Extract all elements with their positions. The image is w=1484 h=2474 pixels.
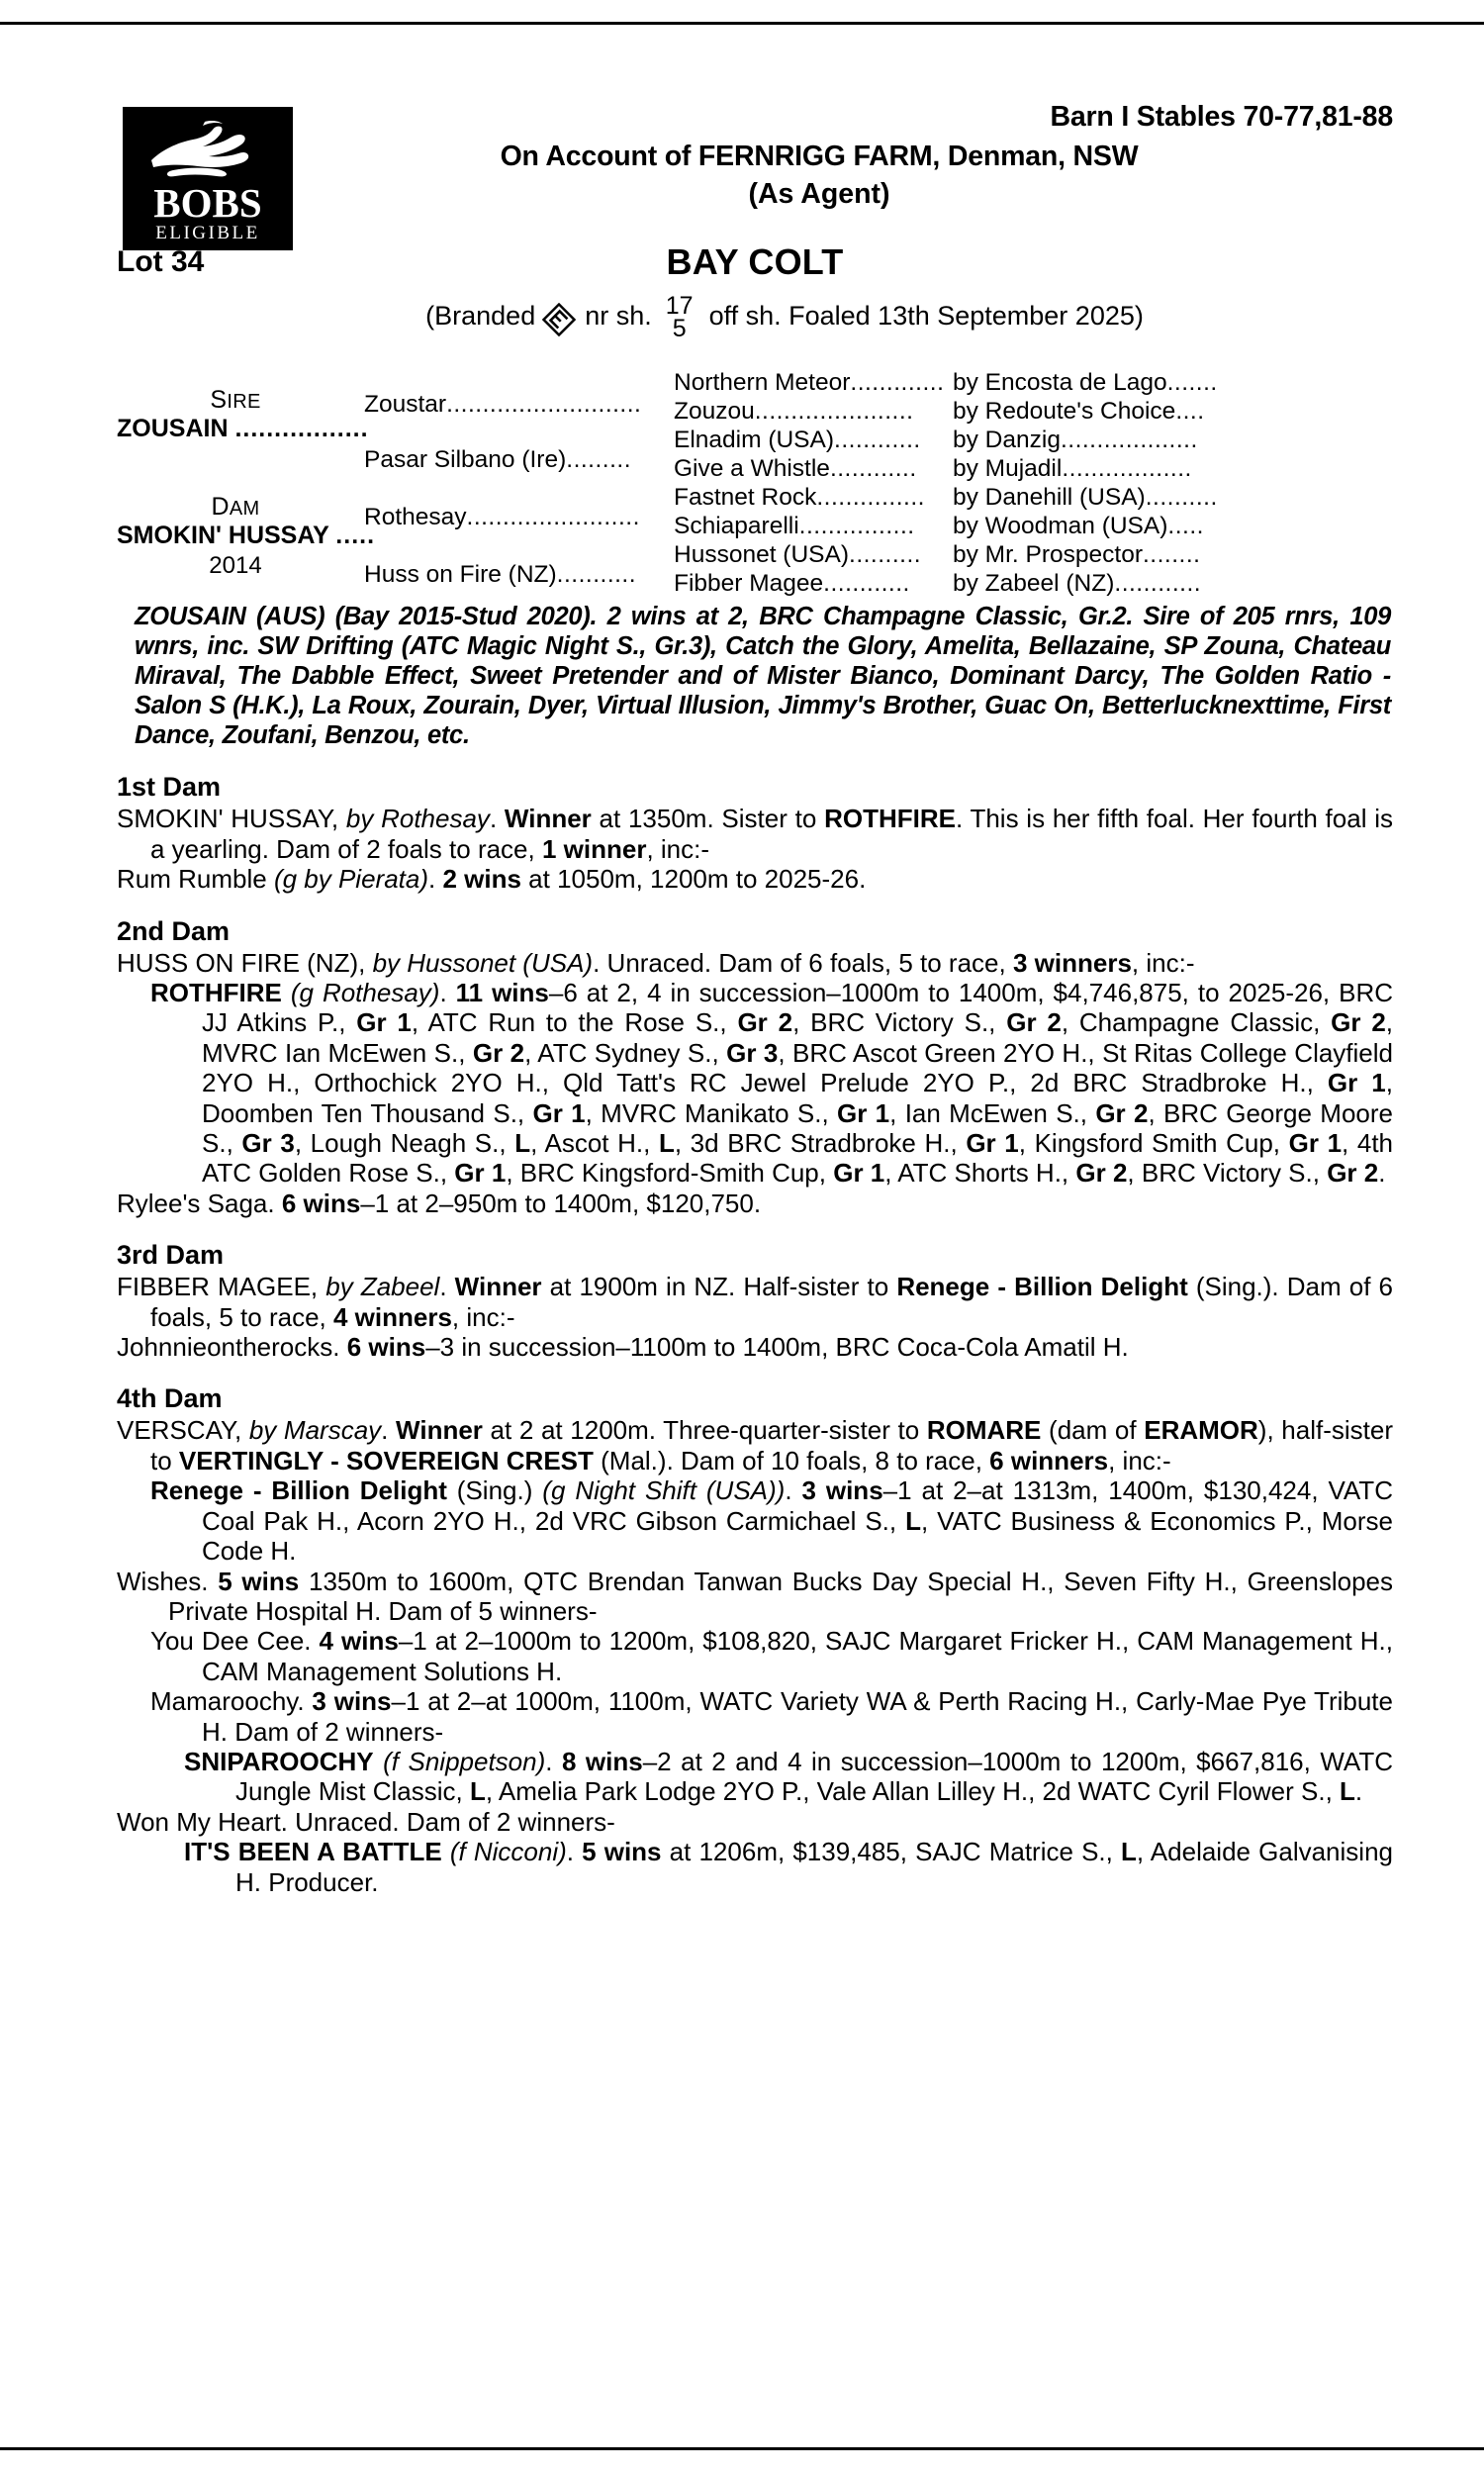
gen4-leader-dots: .......... (1145, 484, 1218, 511)
gen4-sire: by Danehill (USA) (953, 484, 1146, 511)
gen4-leader-dots: .................. (1062, 455, 1192, 482)
pedigree-table (117, 360, 1393, 597)
pedigree-entry: Won My Heart. Unraced. Dam of 2 winners- (117, 1806, 615, 1837)
gen4-row (953, 540, 1250, 569)
pedigree-entry: SNIPAROOCHY (f Snippetson). 8 wins–2 at 2 and 4 in succession–1000m to 1200m, $667,816, WATC Jungle Mist Classic, L, Amelia Park Lodge 2YO P., Vale Allan Lilley H., 2d WATC Cyril Flower S., L. (184, 1746, 1393, 1807)
gen4-row (953, 368, 1250, 397)
pedigree-entry: Mamaroochy. 3 wins–1 at 2–at 1000m, 1100m, WATC Variety WA & Perth Racing H., Carly-Mae Pye Tribute H. Dam of 2 winners- (150, 1686, 1393, 1747)
dam-name: SMOKIN' HUSSAY ..... (117, 522, 376, 549)
gen3-name: Hussonet (USA) (674, 541, 850, 568)
gen3-row (674, 426, 956, 454)
dam-section-heading: 3rd Dam (117, 1240, 225, 1271)
gen4-leader-dots: ................... (1060, 427, 1198, 453)
sire-summary-paragraph: ZOUSAIN (AUS) (Bay 2015-Stud 2020). 2 wins at 2, BRC Champagne Classic, Gr.2. Sire of 205 rnrs, 109 wnrs, inc. SW Drifting (ATC Magic Night S., Gr.3), Catch the Glory, Amelita, Bellazaine, SP Zouna, Chateau Miraval, The Dabble Effect, Sweet Pretender and of Mister Bianco, Dominant Darcy, The Golden Ratio - Salon S (H.K.), La Roux, Zourain, Dyer, Virtual Illusion, Jimmy's Brother, Guac On, Betterlucknexttime, First Dance, Zoufani, Benzou, etc. (135, 603, 1391, 750)
pedigree-entry: FIBBER MAGEE, by Zabeel. Winner at 1900m in NZ. Half-sister to Renege - Billion Delight (Sing.). Dam of 6 foals, 5 to race, 4 winners, inc:- (117, 1272, 1394, 1332)
branded-prefix: (Branded (425, 300, 536, 331)
on-account-of-line: On Account of FERNRIGG FARM, Denman, NSW (500, 141, 1139, 172)
gen3-leader-dots: ...................... (754, 398, 914, 425)
as-agent-line: (As Agent) (748, 178, 890, 210)
dam-sections (117, 772, 1393, 1897)
brand-fraction-numerator: 17 (665, 292, 694, 320)
page-header (117, 79, 1393, 245)
pedigree-gen2-row (364, 431, 661, 489)
gen2-name: Pasar Silbano (Ire) (364, 446, 567, 473)
gen3-leader-dots: ................ (798, 513, 915, 539)
pedigree-gen2-column (364, 360, 661, 604)
gen3-name: Fastnet Rock (674, 484, 817, 511)
gen4-row (953, 426, 1250, 454)
gen2-leader-dots: ........... (556, 561, 637, 588)
gen4-row (953, 569, 1250, 598)
pedigree-gen2-row (364, 378, 661, 431)
sire-leader-dots: ................. (234, 415, 369, 442)
gen3-row (674, 368, 956, 397)
gen4-sire: by Zabeel (NZ) (953, 570, 1115, 597)
gen4-row (953, 397, 1250, 426)
gen3-leader-dots: ............ (834, 427, 921, 453)
pedigree-entry: Wishes. 5 wins 1350m to 1600m, QTC Brendan Tanwan Bucks Day Special H., Seven Fifty H., Greenslopes Private Hospital H. Dam of 5 winners- (117, 1566, 1393, 1626)
off-shoulder-and-foaled-text: off sh. Foaled 13th September 2025) (708, 300, 1144, 331)
sire-kicker-label: SIRE (210, 386, 261, 414)
lot-number: Lot 34 (117, 245, 205, 278)
gen3-name: Elnadim (USA) (674, 427, 835, 453)
pedigree-gen1-column (117, 360, 376, 590)
gen4-leader-dots: .... (1175, 398, 1205, 425)
pedigree-entry: IT'S BEEN A BATTLE (f Nicconi). 5 wins at 1206m, $139,485, SAJC Matrice S., L, Adelaide Galvanising H. Producer. (184, 1837, 1393, 1897)
lot-title-row (117, 241, 1393, 293)
pedigree-entry: SMOKIN' HUSSAY, by Rothesay. Winner at 1350m. Sister to ROTHFIRE. This is her fifth foal. Her fourth foal is a yearling. Dam of 2 foals to race, 1 winner, inc:- (117, 804, 1393, 864)
bottom-rule (0, 2447, 1484, 2450)
gen3-name: Fibber Magee (674, 570, 824, 597)
gen3-row (674, 540, 956, 569)
page-content (117, 79, 1393, 1897)
pedigree-sire-block (117, 386, 369, 443)
top-rule (0, 22, 1484, 25)
bobs-eligible-text: ELIGIBLE (155, 223, 260, 244)
gen3-leader-dots: ............ (829, 455, 917, 482)
gen3-name: Northern Meteor (674, 369, 851, 396)
diamond-brand-icon (542, 303, 576, 336)
gen4-sire: by Mujadil (953, 455, 1063, 482)
gen3-row (674, 512, 956, 540)
gen3-leader-dots: ............... (816, 484, 925, 511)
gen2-leader-dots: ......... (566, 446, 632, 473)
gen4-leader-dots: ........ (1142, 541, 1201, 568)
gen4-sire: by Encosta de Lago (953, 369, 1167, 396)
gen3-row (674, 454, 956, 483)
gen3-name: Schiaparelli (674, 513, 799, 539)
dam-year: 2014 (209, 552, 262, 579)
gen3-name: Give a Whistle (674, 455, 830, 482)
pedigree-gen2-row (364, 546, 661, 604)
colour-and-sex: BAY COLT (666, 241, 844, 282)
branding-line (117, 293, 1393, 350)
gen2-name: Rothesay (364, 504, 467, 530)
pedigree-entry: Rylee's Saga. 6 wins–1 at 2–950m to 1400m, $120,750. (117, 1188, 762, 1218)
gen3-name: Zouzou (674, 398, 755, 425)
brand-fraction (665, 292, 694, 342)
gen4-row (953, 512, 1250, 540)
gen3-leader-dots: ............ (823, 570, 910, 597)
pedigree-gen4-sires-column (953, 368, 1250, 598)
gen3-leader-dots: ............. (850, 369, 945, 396)
gen3-row (674, 397, 956, 426)
bobs-wordmark: BOBS (153, 180, 262, 227)
pedigree-entry: Renege - Billion Delight (Sing.) (g Night Shift (USA)). 3 wins–1 at 2–at 1313m, 1400m, $130,424, VATC Coal Pak H., Acorn 2YO H., 2d VRC Gibson Carmichael S., L, VATC Business & Economics P., Morse Code H. (150, 1475, 1393, 1567)
pedigree-gen2-row (364, 489, 661, 546)
dam-kicker-label: DAM (211, 493, 260, 521)
gen4-leader-dots: ..... (1167, 513, 1204, 539)
dam-section-heading: 2nd Dam (117, 915, 231, 946)
gen2-name: Huss on Fire (NZ) (364, 561, 557, 588)
pedigree-entry: Johnnieontherocks. 6 wins–3 in succession–1100m to 1400m, BRC Coca-Cola Amatil H. (117, 1332, 1129, 1363)
pedigree-entry: VERSCAY, by Marscay. Winner at 2 at 1200m. Three-quarter-sister to ROMARE (dam of ERAMOR), half-sister to VERTINGLY - SOVEREIGN CREST (Mal.). Dam of 10 foals, 8 to race, 6 winners, inc:- (117, 1415, 1394, 1475)
gen2-leader-dots: ........................... (446, 391, 642, 418)
gen4-row (953, 454, 1250, 483)
gen4-leader-dots: ....... (1166, 369, 1218, 396)
near-shoulder-text: nr sh. (585, 300, 652, 331)
gen3-row (674, 483, 956, 512)
gen4-sire: by Danzig (953, 427, 1061, 453)
gen4-sire: by Mr. Prospector (953, 541, 1143, 568)
sire-name: ZOUSAIN ................. (117, 415, 369, 442)
gen4-sire: by Woodman (USA) (953, 513, 1168, 539)
pedigree-entry: You Dee Cee. 4 wins–1 at 2–1000m to 1200m, $108,820, SAJC Margaret Fricker H., CAM Management H., CAM Management Solutions H. (150, 1626, 1393, 1686)
brand-fraction-denominator: 5 (672, 315, 687, 342)
pedigree-entry: Rum Rumble (g by Pierata). 2 wins at 1050m, 1200m to 2025-26. (117, 864, 867, 895)
pedigree-entry: HUSS ON FIRE (NZ), by Hussonet (USA). Unraced. Dam of 6 foals, 5 to race, 3 winners, inc:- (117, 947, 1195, 978)
pedigree-dam-block (117, 493, 376, 580)
dam-leader-dots: ..... (335, 522, 376, 549)
gen4-leader-dots: ............ (1114, 570, 1202, 597)
gen2-leader-dots: ........................ (466, 504, 640, 530)
pedigree-gen3-names-column (674, 368, 956, 598)
dam-section-heading: 1st Dam (117, 772, 222, 803)
pedigree-entry: ROTHFIRE (g Rothesay). 11 wins–6 at 2, 4 in succession–1000m to 1400m, $4,746,875, to 2025-26, BRC JJ Atkins P., Gr 1, ATC Run to the Rose S., Gr 2, BRC Victory S., Gr 2, Champagne Classic, Gr 2, MVRC Ian McEwen S., Gr 2, ATC Sydney S., Gr 3, BRC Ascot Green 2YO H., St Ritas College Clayfield 2YO H., Orthochick 2YO H., Qld Tatt's RC Jewel Prelude 2YO P., 2d BRC Stradbroke H., Gr 1, Doomben Ten Thousand S., Gr 1, MVRC Manikato S., Gr 1, Ian McEwen S., Gr 2, BRC George Moore S., Gr 3, Lough Neagh S., L, Ascot H., L, 3d BRC Stradbroke H., Gr 1, Kingsford Smith Cup, Gr 1, 4th ATC Golden Rose S., Gr 1, BRC Kingsford-Smith Cup, Gr 1, ATC Shorts H., Gr 2, BRC Victory S., Gr 2. (150, 978, 1394, 1189)
gen4-sire: by Redoute's Choice (953, 398, 1176, 425)
gen3-leader-dots: .......... (849, 541, 922, 568)
barn-stables-line: Barn I Stables 70-77,81-88 (1050, 101, 1393, 133)
gen2-name: Zoustar (364, 391, 447, 418)
gen4-row (953, 483, 1250, 512)
dam-section-heading: 4th Dam (117, 1383, 223, 1414)
gen3-row (674, 569, 956, 598)
